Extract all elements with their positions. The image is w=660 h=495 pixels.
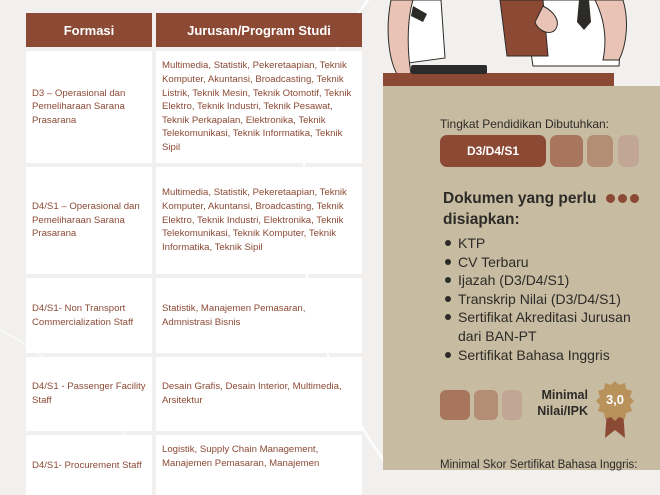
list-item: Transkrip Nilai (D3/D4/S1) [444, 290, 654, 309]
ipk-label: Minimal Nilai/IPK [537, 388, 588, 419]
header-jurusan: Jurusan/Program Studi [156, 13, 362, 47]
table-row [26, 435, 362, 495]
table-row [26, 357, 362, 431]
counter-slot [411, 65, 487, 74]
table-row [26, 51, 362, 163]
decor-square [502, 390, 522, 420]
award-badge-icon [595, 380, 635, 440]
education-level-badge: D3/D4/S1 [440, 135, 546, 167]
jurusan-cell: Logistik, Supply Chain Management, Manajemen Pemasaran, Manajemen [156, 435, 362, 495]
formasi-table [26, 13, 362, 495]
list-item: Ijazah (D3/D4/S1) [444, 271, 654, 290]
decor-dots [606, 194, 639, 203]
header-formasi: Formasi [26, 13, 152, 47]
formasi-cell: D4/S1- Procurement Staff [26, 435, 152, 495]
list-item: Sertifikat Bahasa Inggris [444, 346, 654, 365]
english-score-title: Minimal Skor Sertifikat Bahasa Inggris: [440, 459, 638, 471]
service-counter [383, 73, 614, 86]
decor-square [474, 390, 498, 420]
table-header [26, 13, 362, 47]
decor-square [550, 135, 583, 167]
decor-square [440, 390, 470, 420]
ipk-value: 3,0 [605, 392, 625, 407]
documents-list [444, 234, 654, 364]
list-item: Sertifikat Akreditasi Jurusan dari BAN-PT [444, 308, 654, 345]
formasi-cell: D4/S1 - Passenger Facility Staff [26, 357, 152, 431]
decor-square [618, 135, 639, 167]
decor-square [587, 135, 613, 167]
jurusan-cell: Desain Grafis, Desain Interior, Multimedia, Arsitektur [156, 357, 362, 431]
list-item: KTP [444, 234, 654, 253]
jurusan-cell: Statistik, Manajemen Pemasaran, Admnistrasi Bisnis [156, 278, 362, 353]
list-item: CV Terbaru [444, 253, 654, 272]
formasi-cell: D4/S1- Non Transport Commercialization Staff [26, 278, 152, 353]
table-row [26, 278, 362, 353]
jurusan-cell: Multimedia, Statistik, Pekeretaapian, Teknik Komputer, Akuntansi, Broadcasting, Teknik Elektro, Teknik Industri, Elektronika, Teknik Telekomunikasi, Teknik Komputer, Teknik Informatika, Teknik Sipil [156, 167, 362, 274]
documents-title: Dokumen yang perlu disiapkan: [443, 190, 597, 228]
formasi-cell: D3 – Operasional dan Pemeliharaan Sarana Prasarana [26, 51, 152, 163]
formasi-cell: D4/S1 – Operasional dan Pemeliharaan Sarana Prasarana [26, 167, 152, 274]
education-title: Tingkat Pendidikan Dibutuhkan: [440, 117, 609, 131]
jurusan-cell: Multimedia, Statistik, Pekeretaapian, Teknik Komputer, Akuntansi, Broadcasting, Teknik Listrik, Teknik Mesin, Teknik Otomotif, Teknik Elektro, Teknik Industri, Teknik Pesawat, Teknik Perkapalan, Elektronika, Teknik Telekomunikasi, Teknik Informatika, Teknik Sipil [156, 51, 362, 163]
table-row [26, 167, 362, 274]
